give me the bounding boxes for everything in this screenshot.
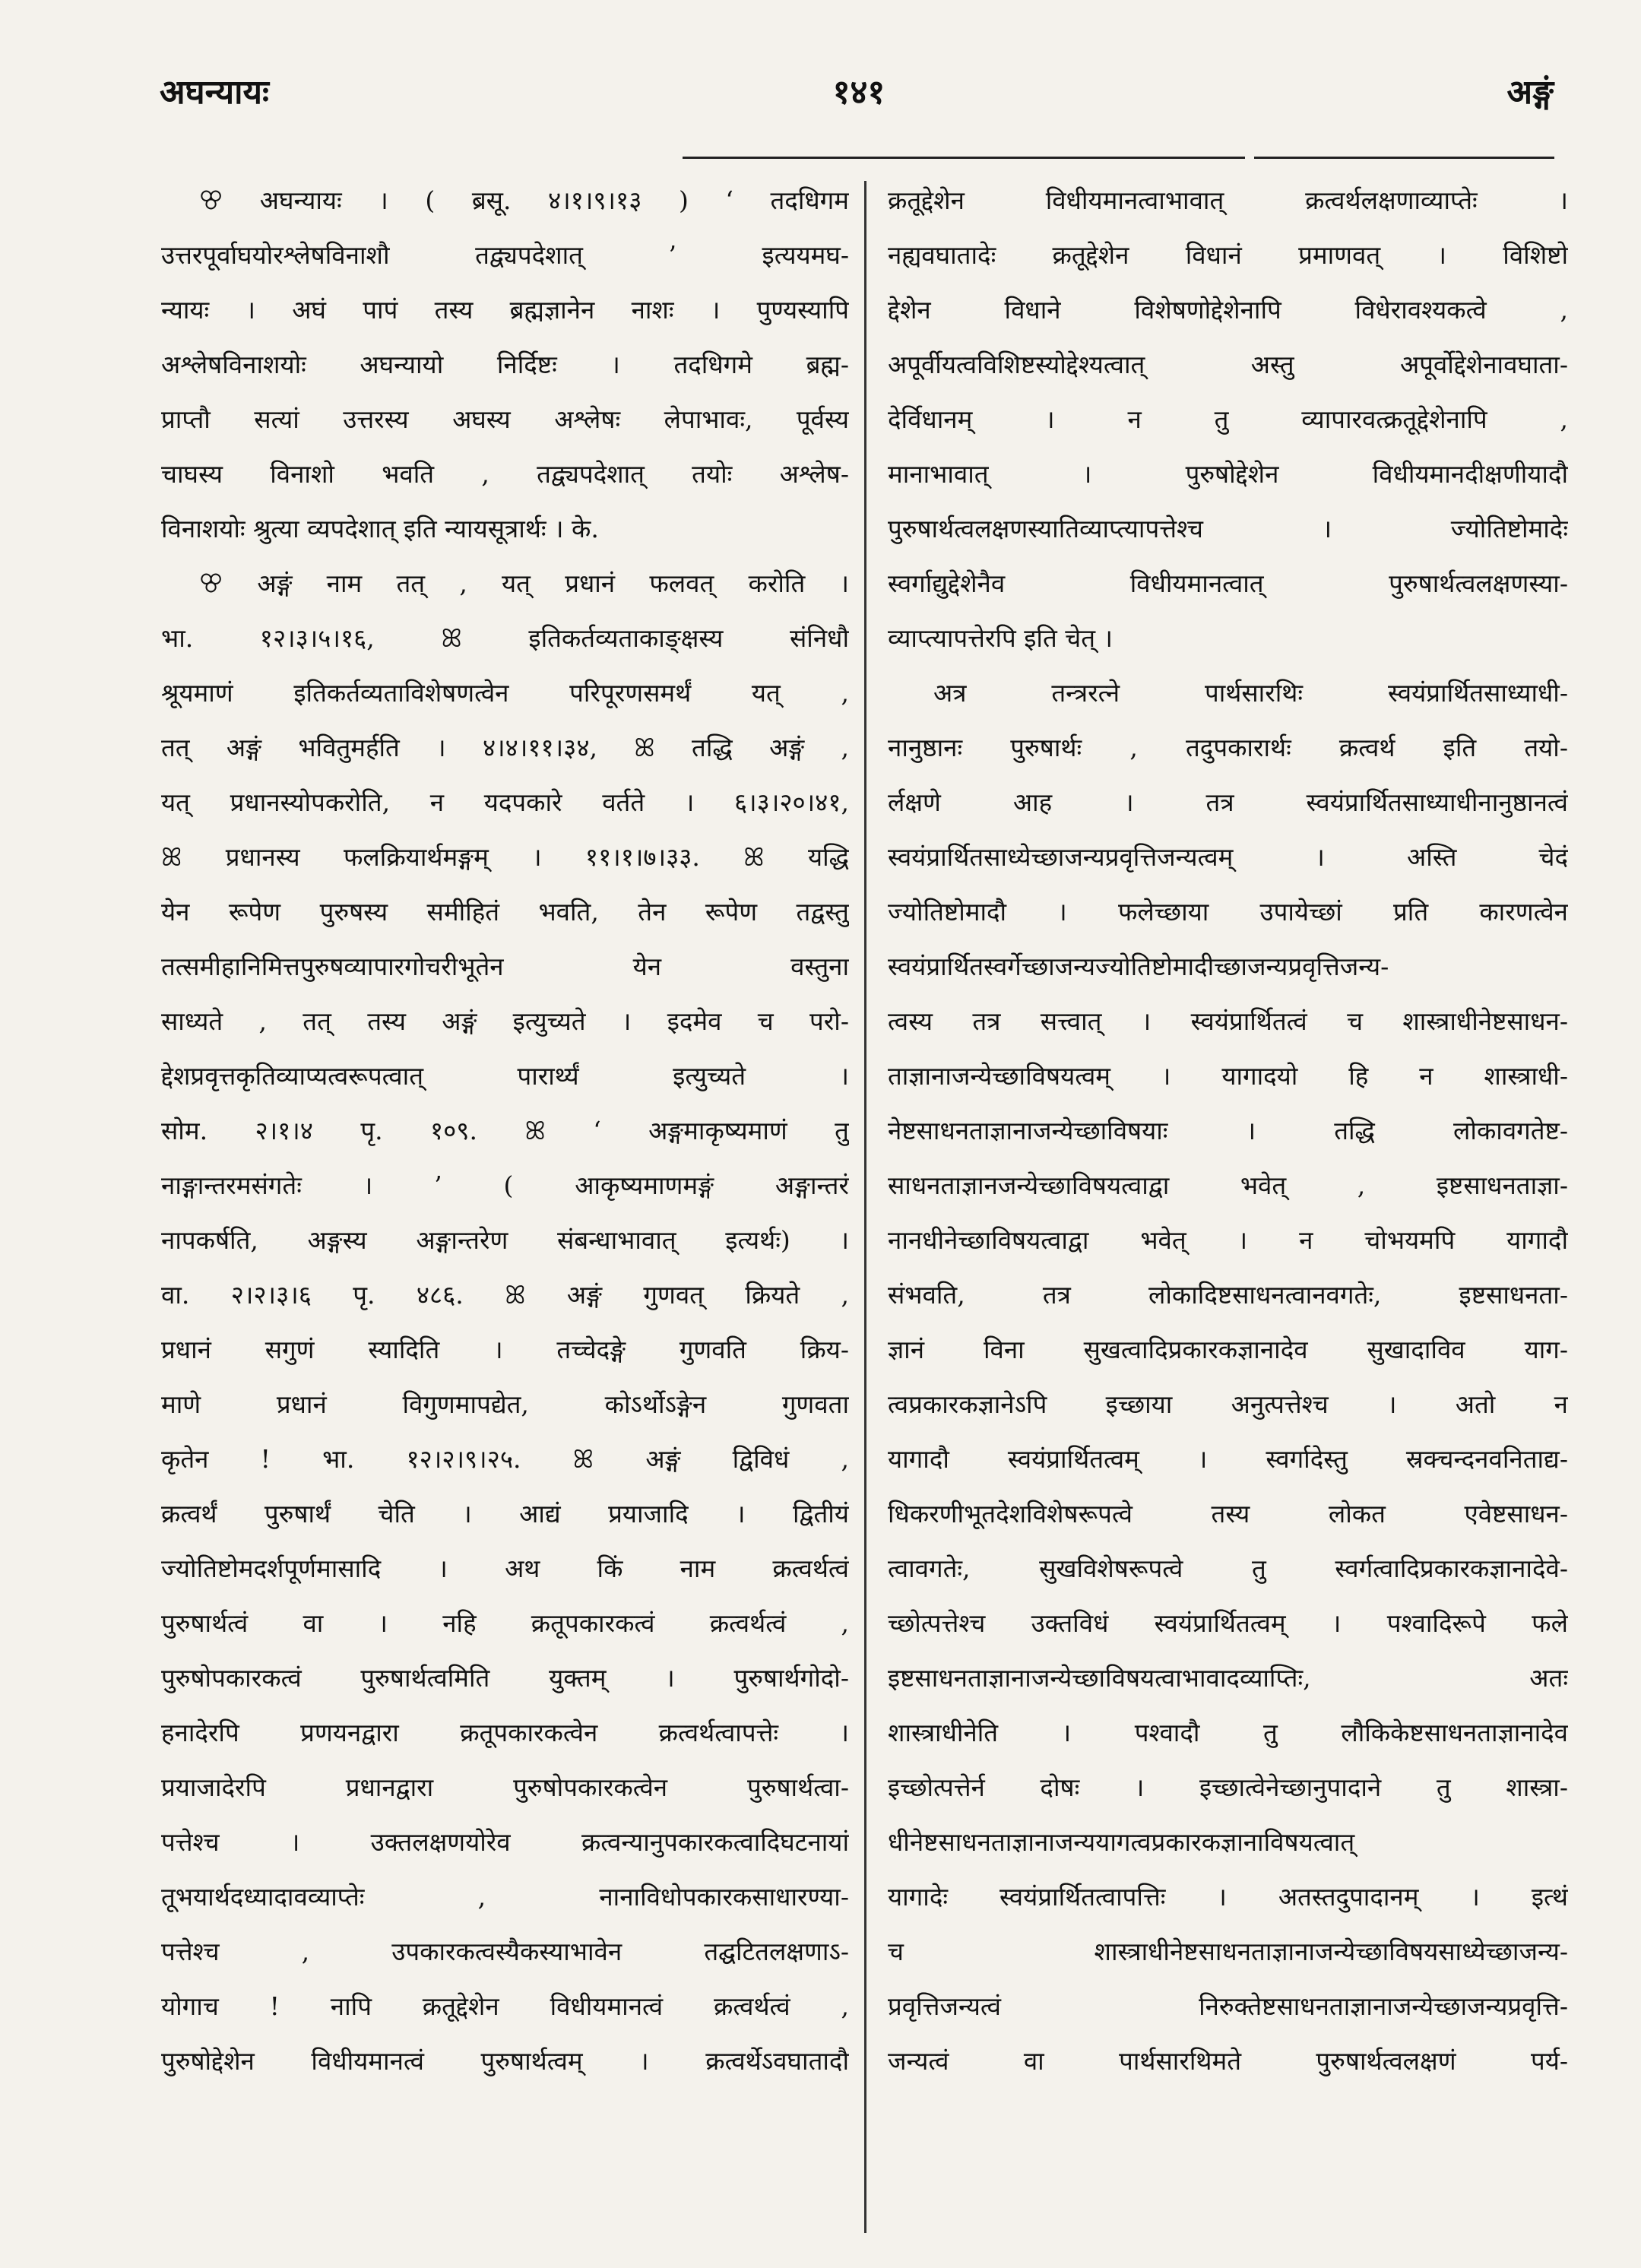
text-line: त्वप्रकारकज्ञानेऽपि इच्छाया अनुत्पत्तेश्च । अतो न <box>888 1389 1568 1419</box>
text-line: नापकर्षति, अङ्गस्य अङ्गान्तरेण संबन्धाभावात् इत्यर्थः) । <box>161 1225 849 1255</box>
text-line: यत् प्रधानस्योपकरोति, न यदपकारे वर्तते । ६।३।२०।४१, <box>161 787 849 817</box>
running-head-right: अङ्गं <box>1506 73 1554 112</box>
text-line: चाघस्य विनाशो भवति , तद्व्यपदेशात् तयोः अश्लेष- <box>161 459 849 489</box>
column-divider <box>864 181 866 2233</box>
text-line: मानाभावात् । पुरुषोद्देशेन विधीयमानदीक्षणीयादौ <box>888 459 1568 489</box>
text-line: श्रूयमाणं इतिकर्तव्यताविशेषणत्वेन परिपूरणसमर्थं यत् , <box>161 678 849 708</box>
text-line: ज्ञानं विना सुखत्वादिप्रकारकज्ञानादेव सुखादाविव याग- <box>888 1335 1568 1364</box>
text-line: वा. २।२।३।६ पृ. ४८६. ꕤ अङ्गं गुणवत् क्रियते , <box>161 1280 849 1310</box>
text-line: नेष्टसाधनताज्ञानाजन्येच्छाविषयाः । तद्धि लोकावगतेष्ट- <box>888 1116 1568 1145</box>
text-line: पुरुषार्थत्वलक्षणस्यातिव्याप्त्यापत्तेश्च । ज्योतिष्टोमादेः <box>888 514 1568 543</box>
text-line: उत्तरपूर्वाघयोरश्लेषविनाशौ तद्व्यपदेशात् ’ इत्ययमघ- <box>161 240 849 270</box>
text-line: अश्लेषविनाशयोः अघन्यायो निर्दिष्टः । तदधिगमे ब्रह्म- <box>161 350 849 379</box>
text-line: क्रत्वर्थं पुरुषार्थं चेति । आद्यं प्रयाजादि । द्वितीयं <box>161 1499 849 1528</box>
text-line: कृतेन ! भा. १२।२।९।२५. ꕤ अङ्गं द्विविधं , <box>161 1444 849 1474</box>
text-line: जन्यत्वं वा पार्थसारथिमते पुरुषार्थत्वलक्षणं पर्य- <box>888 2046 1568 2076</box>
running-head-left: अघन्यायः <box>160 73 269 112</box>
page-number: १४१ <box>832 73 885 112</box>
header-rule-left <box>683 157 1245 159</box>
text-line: अत्र तन्त्ररत्ने पार्थसारथिः स्वयंप्रार्थितसाध्याधी- <box>933 678 1568 708</box>
text-line: साध्यते , तत् तस्य अङ्गं इत्युच्यते । इदमेव च परो- <box>161 1006 849 1036</box>
text-line: पुरुषोद्देशेन विधीयमानत्वं पुरुषार्थत्वम् । क्रत्वर्थेऽवघातादौ <box>161 2046 849 2076</box>
text-line: व्याप्त्यापत्तेरपि इति चेत् । <box>888 623 1114 653</box>
right-column <box>888 173 1568 2089</box>
text-line: न्यायः । अघं पापं तस्य ब्रह्मज्ञानेन नाशः । पुण्यस्यापि <box>161 295 849 325</box>
text-line: प्रधानं सगुणं स्यादिति । तच्चेदङ्गे गुणवति क्रिय- <box>161 1335 849 1364</box>
text-line: येन रूपेण पुरुषस्य समीहितं भवति, तेन रूपेण तद्वस्तु <box>161 897 849 927</box>
text-line: द्देशप्रवृत्तकृतिव्याप्यत्वरूपत्वात् पारार्थ्यं इत्युच्यते । <box>161 1061 849 1091</box>
text-line: हनादेरपि प्रणयनद्वारा क्रतूपकारकत्वेन क्रत्वर्थत्वापत्तेः । <box>161 1718 849 1747</box>
text-line: ज्योतिष्टोमदर्शपूर्णमासादि । अथ किं नाम क्रत्वर्थत्वं <box>161 1554 849 1583</box>
text-line: इच्छोत्पत्तेर्न दोषः । इच्छात्वेनेच्छानुपादाने तु शास्त्रा- <box>888 1772 1568 1802</box>
text-line: अपूर्वीयत्वविशिष्टस्योद्देश्यत्वात् अस्तु अपूर्वोद्देशेनावघाता- <box>888 350 1568 379</box>
text-line: विनाशयोः श्रुत्या व्यपदेशात् इति न्यायसूत्रार्थः । के. <box>161 514 599 543</box>
text-line: यागादेः स्वयंप्रार्थितत्वापत्तिः । अतस्तदुपादानम् । इत्थं <box>888 1882 1568 1912</box>
text-line: देर्विधानम् । न तु व्यापारवत्क्रतूद्देशेनापि , <box>888 404 1568 434</box>
text-line: र्लक्षणे आह । तत्र स्वयंप्रार्थितसाध्याधीनानुष्ठानत्वं <box>888 787 1568 817</box>
left-column <box>161 173 849 2089</box>
text-line: पत्तेश्च , उपकारकत्वस्यैकस्याभावेन तद्घटितलक्षणाऽ- <box>161 1937 849 1966</box>
text-line: द्देशेन विधाने विशेषणोद्देशेनापि विधेरावश्यकत्वे , <box>888 295 1568 325</box>
text-line: तत् अङ्गं भवितुमर्हति । ४।४।११।३४, ꕤ तद्धि अङ्गं , <box>161 733 849 762</box>
text-line: च शास्त्राधीनेष्टसाधनताज्ञानाजन्येच्छाविषयसाध्येच्छाजन्य- <box>888 1937 1568 1966</box>
text-line: क्रतूद्देशेन विधीयमानत्वाभावात् क्रत्वर्थलक्षणाव्याप्तेः । <box>888 185 1568 215</box>
text-line: त्वस्य तत्र सत्त्वात् । स्वयंप्रार्थितत्वं च शास्त्राधीनेष्टसाधन- <box>888 1006 1568 1036</box>
text-line: साधनताज्ञानजन्येच्छाविषयत्वाद्वा भवेत् , इष्टसाधनताज्ञा- <box>888 1170 1568 1200</box>
text-line: च्छोत्पत्तेश्च उक्तविधं स्वयंप्रार्थितत्वम् । पश्वादिरूपे फले <box>888 1608 1568 1638</box>
text-line: पत्तेश्च । उक्तलक्षणयोरेव क्रत्वन्यानुपकारकत्वादिघटनायां <box>161 1827 849 1857</box>
text-line: भा. १२।३।५।१६, ꕤ इतिकर्तव्यताकाङ्क्षस्य संनिधौ <box>161 623 849 653</box>
text-line: प्राप्तौ सत्यां उत्तरस्य अघस्य अश्लेषः लेपाभावः, पूर्वस्य <box>161 404 849 434</box>
text-line: नानुष्ठानः पुरुषार्थः , तदुपकारार्थः क्रत्वर्थ इति तयो- <box>888 733 1568 762</box>
text-line: स्वर्गाद्युद्देशेनैव विधीयमानत्वात् पुरुषार्थत्वलक्षणस्या- <box>888 569 1568 598</box>
text-line: नह्यवघातादेः क्रतूद्देशेन विधानं प्रमाणवत् । विशिष्टो <box>888 240 1568 270</box>
text-line: माणे प्रधानं विगुणमापद्येत, कोऽर्थोऽङ्गेन गुणवता <box>161 1389 849 1419</box>
text-line: ꕢ अघन्यायः । ( ब्रसू. ४।१।९।१३ ) ‘ तदधिगम <box>199 185 849 215</box>
text-line: धिकरणीभूतदेशविशेषरूपत्वे तस्य लोकत एवेष्टसाधन- <box>888 1499 1568 1528</box>
text-line: स्वयंप्रार्थितसाध्येच्छाजन्यप्रवृत्तिजन्यत्वम् । अस्ति चेदं <box>888 842 1568 872</box>
text-line: संभवति, तत्र लोकादिष्टसाधनत्वानवगतेः, इष्टसाधनता- <box>888 1280 1568 1310</box>
text-line: नानधीनेच्छाविषयत्वाद्वा भवेत् । न चोभयमपि यागादौ <box>888 1225 1568 1255</box>
text-line: इष्टसाधनताज्ञानाजन्येच्छाविषयत्वाभावादव्याप्तिः, अतः <box>888 1663 1568 1693</box>
text-line: पुरुषार्थत्वं वा । नहि क्रतूपकारकत्वं क्रत्वर्थत्वं , <box>161 1608 849 1638</box>
header-rule-right <box>1254 157 1554 159</box>
text-line: नाङ्गान्तरमसंगतेः । ’ ( आकृष्यमाणमङ्गं अङ्गान्तरं <box>161 1170 849 1200</box>
text-line: प्रयाजादेरपि प्रधानद्वारा पुरुषोपकारकत्वेन पुरुषार्थत्वा- <box>161 1772 849 1802</box>
text-line: तूभयार्थदध्यादावव्याप्तेः , नानाविधोपकारकसाधारण्या- <box>161 1882 849 1912</box>
text-line: सोम. २।१।४ पृ. १०९. ꕤ ‘ अङ्गमाकृष्यमाणं तु <box>161 1116 849 1145</box>
text-line: प्रवृत्तिजन्यत्वं निरुक्तेष्टसाधनताज्ञानाजन्येच्छाजन्यप्रवृत्ति- <box>888 1991 1568 2021</box>
text-line: शास्त्राधीनेति । पश्वादौ तु लौकिकेष्टसाधनताज्ञानादेव <box>888 1718 1568 1747</box>
text-line: त्वावगतेः, सुखविशेषरूपत्वे तु स्वर्गत्वादिप्रकारकज्ञानादेवे- <box>888 1554 1568 1583</box>
text-line: ꕤ प्रधानस्य फलक्रियार्थमङ्गम् । ११।१।७।३३. ꕤ यद्धि <box>161 842 849 872</box>
text-line: योगाच ! नापि क्रतूद्देशेन विधीयमानत्वं क्रत्वर्थत्वं , <box>161 1991 849 2021</box>
text-line: तत्समीहानिमित्तपुरुषव्यापारगोचरीभूतेन येन वस्तुना <box>161 952 849 981</box>
text-line: ज्योतिष्टोमादौ । फलेच्छाया उपायेच्छां प्रति कारणत्वेन <box>888 897 1568 927</box>
text-line: ꕢ अङ्गं नाम तत् , यत् प्रधानं फलवत् करोति । <box>199 569 849 598</box>
text-line: धीनेष्टसाधनताज्ञानाजन्ययागत्वप्रकारकज्ञानाविषयत्वात् <box>888 1827 1355 1857</box>
text-line: यागादौ स्वयंप्रार्थितत्वम् । स्वर्गादेस्तु स्रक्चन्दनवनिताद्य- <box>888 1444 1568 1474</box>
text-line: ताज्ञानाजन्येच्छाविषयत्वम् । यागादयो हि न शास्त्राधी- <box>888 1061 1568 1091</box>
text-line: पुरुषोपकारकत्वं पुरुषार्थत्वमिति युक्तम् । पुरुषार्थगोदो- <box>161 1663 849 1693</box>
text-line: स्वयंप्रार्थितस्वर्गेच्छाजन्यज्योतिष्टोमादीच्छाजन्यप्रवृत्तिजन्य- <box>888 952 1389 981</box>
